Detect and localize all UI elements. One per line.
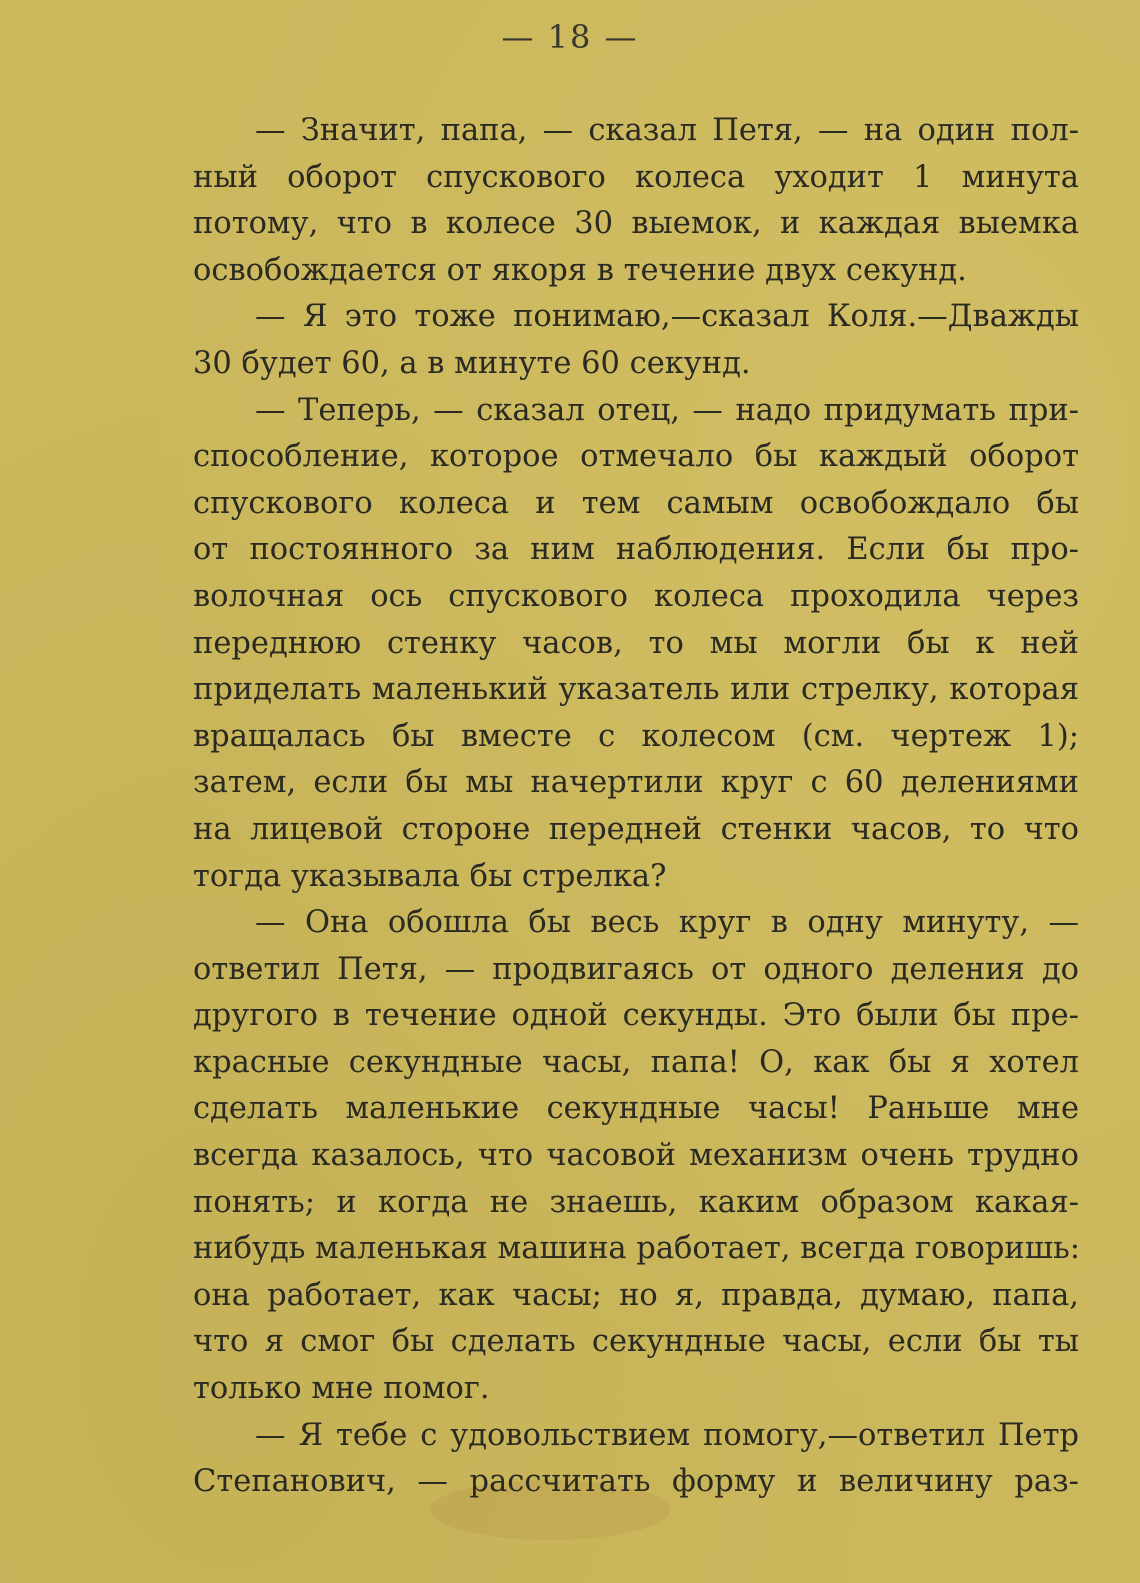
paragraph — [131, 294, 1079, 387]
text-line: красные секундные часы, папа! О, как бы я хотел — [193, 1044, 1079, 1080]
page-number: — 18 — — [501, 18, 639, 56]
text-line: 30 будет 60, а в минуте 60 секунд. — [193, 345, 751, 381]
text-line: потому, что в колесе 30 выемок, и каждая выемка — [193, 206, 1079, 242]
paragraph — [131, 1413, 1079, 1506]
text-line: — Я это тоже понимаю,—сказал Коля.—Дважды — [255, 299, 1079, 335]
text-line: ответил Петя, — продвигаясь от одного деления до — [193, 951, 1079, 987]
text-line: что я смог бы сделать секундные часы, если бы ты — [193, 1324, 1079, 1360]
paragraph — [131, 108, 1079, 294]
text-line: способление, которое отмечало бы каждый оборот — [193, 439, 1079, 475]
body-text — [131, 108, 1079, 1506]
text-line: приделать маленький указатель или стрелку, которая — [193, 672, 1079, 708]
text-line: тогда указывала бы стрелка? — [193, 858, 667, 894]
text-line: вращалась бы вместе с колесом (см. чертеж 1); — [193, 718, 1079, 754]
text-line: ный оборот спускового колеса уходит 1 минута — [193, 159, 1079, 195]
text-line: сделать маленькие секундные часы! Раньше мне — [193, 1091, 1079, 1127]
text-line: нибудь маленькая машина работает, всегда говоришь: — [193, 1231, 1081, 1267]
text-line: спускового колеса и тем самым освобождало бы — [193, 485, 1079, 521]
text-line: всегда казалось, что часовой механизм очень трудно — [193, 1138, 1079, 1174]
text-line: другого в течение одной секунды. Это были бы пре- — [193, 998, 1079, 1034]
text-line: затем, если бы мы начертили круг с 60 делениями — [193, 765, 1079, 801]
text-line: — Значит, папа, — сказал Петя, — на один пол- — [255, 113, 1079, 148]
text-line: — Теперь, — сказал отец, — надо придумать при- — [255, 392, 1079, 428]
text-line: она работает, как часы; но я, правда, думаю, папа, — [193, 1277, 1079, 1313]
text-line: на лицевой стороне передней стенки часов, то что — [193, 811, 1079, 847]
text-line: Степанович, — рассчитать форму и величину раз- — [193, 1464, 1079, 1500]
text-line: волочная ось спускового колеса проходила через — [193, 578, 1079, 614]
text-line: — Я тебе с удовольствием помогу,—ответил Петр — [255, 1417, 1079, 1453]
text-line: от постоянного за ним наблюдения. Если бы про- — [193, 532, 1079, 568]
text-line: понять; и когда не знаешь, каким образом какая- — [193, 1184, 1079, 1220]
text-line: только мне помог. — [193, 1371, 490, 1407]
paragraph — [131, 900, 1079, 1413]
text-line: освобождается от якоря в течение двух секунд. — [193, 252, 967, 288]
text-line: — Она обошла бы весь круг в одну минуту, — — [255, 905, 1079, 941]
paragraph — [131, 388, 1079, 901]
text-line: переднюю стенку часов, то мы могли бы к ней — [193, 625, 1079, 661]
